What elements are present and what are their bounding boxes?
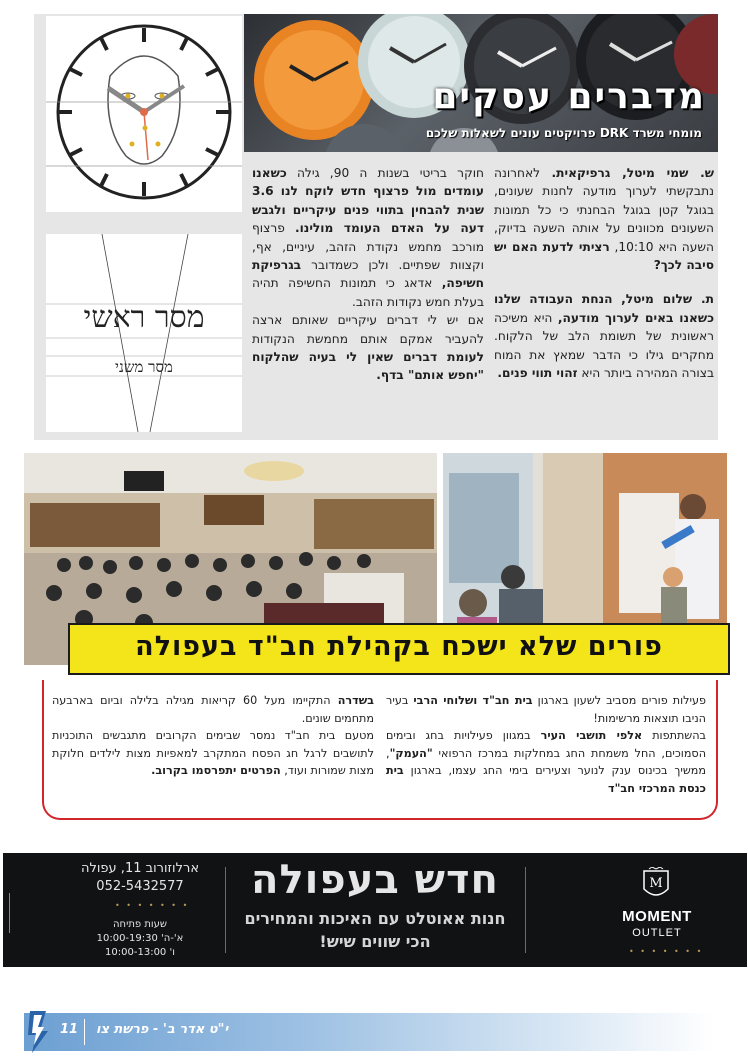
question-paragraph — [494, 164, 714, 274]
magazine-logo-icon — [24, 1009, 54, 1055]
event-right-text-3: בהשתתפות — [652, 729, 706, 743]
event-right-text-1: פעילות פורים מסביב לשעון בארגון — [537, 694, 706, 707]
ad-side-mark — [9, 893, 17, 933]
event-left-text-2: מטעם בית חב"ד נמסר שבימים הקרובים מתגבשים התוכניות לתושבים לרגל חג הפסח המתקרב למאפיות מצות לילדים חלוקת מצות שמורות ועוד, — [52, 729, 374, 778]
ad-brand-name: MOMENT — [622, 908, 692, 925]
ad-hours-friday: ו' 10:00-13:00 — [105, 947, 175, 958]
feature-title: מדברים עסקים — [432, 76, 706, 117]
answer-paragraph — [494, 290, 714, 382]
face-clock-icon — [46, 16, 242, 212]
ad-line-1: חנות אאוטלט עם האיכות והמחירים — [244, 909, 506, 928]
event-right-bold-4: בית כנסת המרכזי חב"ד — [386, 764, 706, 795]
ad-address: ארלוזורוב 11, עפולה — [80, 861, 200, 876]
event-left-bold-1: בשדרה — [337, 694, 375, 707]
moment-outlet-ad — [3, 853, 747, 967]
ad-dots-left: • • • • • • • — [115, 901, 190, 910]
research-text-3: אדאג כי תמונות החשיפה תהיה בעלת חמש נקודות הזהב. — [252, 276, 484, 309]
research-paragraph-1 — [252, 164, 484, 311]
answer-signature: ת. שלום מיטל, — [621, 292, 715, 307]
face-clock-illustration — [46, 16, 242, 212]
business-article — [34, 14, 718, 440]
clocks-hero-image — [244, 14, 718, 152]
ad-brand-tag: OUTLET — [632, 927, 682, 939]
research-text-4: אם יש לי דברים עיקריים שאותם ארצה להעביר אמקם אותם מחמשת הנקודות — [252, 313, 484, 346]
ad-line-2: הכי שווים שיש! — [319, 932, 431, 951]
research-column — [252, 164, 484, 401]
question-signature: ש. שמי מיטל, גרפיקאית. — [551, 166, 715, 180]
event-left-bold-2: הפרטים יתפרסמו בקרוב. — [151, 764, 281, 778]
research-text-2: פרצוף מורכב מחמש נקודת הזהב, עיניים, אף, וקצוות שפתיים. ולכן כשמדובר — [252, 221, 484, 273]
answer-bold-2: זהוי תווי פנים. — [497, 366, 578, 381]
footer-separator — [84, 1019, 85, 1045]
research-text-1: חוקר בריטי בשנות ה 90, גילה — [296, 166, 484, 180]
research-paragraph-2 — [252, 311, 484, 385]
moment-monogram: M — [649, 876, 663, 891]
ad-hours-weekday: א'-ה' 10:00-19:30 — [96, 933, 184, 944]
event-right-text-4: במגוון פעילויות בחג ובימים הסמוכים, החל משמחת החג במחלקות במרכז הרפואי — [386, 729, 707, 760]
font-sample-main: מסר ראשי — [83, 300, 205, 335]
event-right-bold-2: אלפי תושבי העיר — [540, 729, 643, 743]
page-number: 11 — [60, 1022, 79, 1037]
font-hierarchy-illustration — [46, 234, 242, 432]
question-answer-column — [494, 164, 714, 398]
ad-divider-right — [525, 867, 526, 953]
event-headline: פורים שלא ישכח בקהילת חב"ד בעפולה — [135, 631, 663, 662]
ad-phone: 052-5432577 — [96, 879, 184, 894]
font-sample-secondary: מסר משני — [115, 358, 173, 376]
feature-subtitle: מומחי משרד DRK פרויקטים עונים לשאלות שלכם — [425, 126, 702, 140]
event-left-column — [52, 692, 374, 780]
research-bold-1: כשאנו עומדים מול פרצוף חדש לוקח לנו 3.6 שנית להבחין בתווי פנים עיקריים ולגבש דעה על האדם העומד מולינו. — [252, 166, 484, 236]
moment-crest-icon — [640, 867, 672, 901]
event-right-column — [386, 692, 706, 798]
event-right-text-2: בעיר הניבו תוצאות מרשימות! — [386, 694, 706, 725]
event-headline-banner — [68, 623, 730, 675]
issue-date: י"ט אדר ב' - פרשת צו — [96, 1022, 229, 1037]
event-right-text-5: , ממשיך בכינוס ענק לנוער וצעירים בימי החג עצמו, בארגון — [386, 746, 707, 778]
research-bold-2: בגרפיקת חשיפה, — [252, 258, 485, 291]
question-bold: רציתי לדעת האם יש סיבה לכך? — [494, 239, 714, 273]
event-right-bold-1: בית חב"ד ושלוחי הרבי — [413, 694, 533, 707]
ad-headline: חדש בעפולה — [250, 857, 499, 903]
question-body: לאחרונה נתבקשתי לערוך מודעה לחנות שעונים, בגוגל קטן בגוגל הבחנתי כי כל תמונות השעונים מכוונים על אותה השעה בדיוק, השעה היא 10:10, — [494, 166, 714, 254]
ad-dots-right: • • • • • • • — [629, 947, 704, 956]
event-left-text-1: התקיימו מעל 60 קריאות מגילה בלילה וביום בארבעה מתחמים שונים. — [52, 694, 374, 725]
event-article — [42, 680, 718, 820]
research-bold-3: לעומת דברים שאין לי בעיה שהלקוח "יחפש אותם" בדף. — [252, 350, 484, 383]
answer-bold-1: הנחת העבודה שלנו כשאנו באים לערוך מודעה, — [494, 292, 715, 325]
answer-body-1: היא משיכה ראשונית של תשומת הלב של הלקוח. מחקרים גילו כי הדבר שמאץ את המוח בצורה המהירה ביותר היא — [494, 310, 714, 381]
event-right-bold-3: "העמק" — [389, 746, 433, 760]
ad-hours-title: שעות פתיחה — [113, 919, 167, 930]
